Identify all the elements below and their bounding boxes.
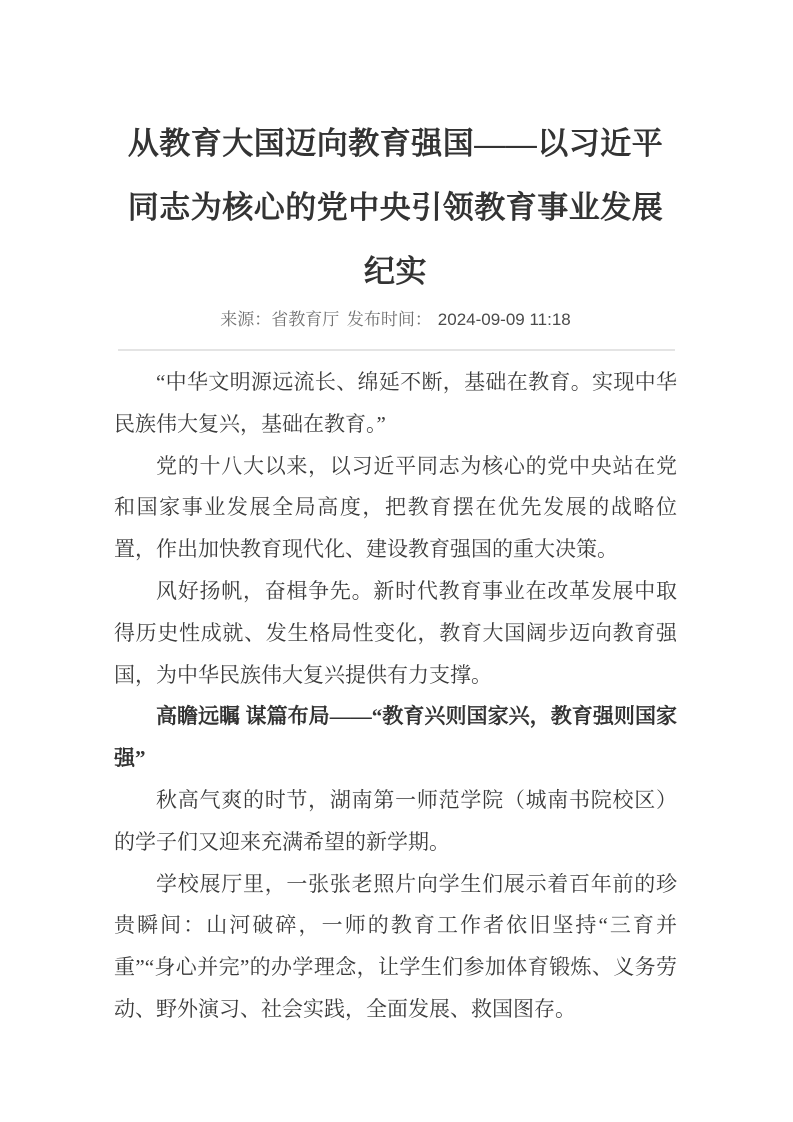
article-paragraph: 风好扬帆，奋楫争先。新时代教育事业在改革发展中取得历史性成就、发生格局性变化，教育大国阔步迈向教育强国，为中华民族伟大复兴提供有力支撑。	[114, 578, 677, 687]
publish-time-label: 发布时间：	[346, 310, 432, 329]
article-body	[114, 362, 677, 1031]
meta-divider	[118, 349, 675, 351]
article-paragraph: “中华文明源远流长、绵延不断，基础在教育。实现中华民族伟大复兴，基础在教育。”	[114, 370, 677, 436]
article-title: 从教育大国迈向教育强国——以习近平同志为核心的党中央引领教育事业发展纪实	[127, 126, 664, 289]
article-paragraph: 学校展厅里，一张张老照片向学生们展示着百年前的珍贵瞬间：山河破碎，一师的教育工作者依旧坚持“三育并重”“身心并完”的办学理念，让学生们参加体育锻炼、义务劳动、野外演习、社会实践，全面发展、救国图存。	[114, 871, 677, 1021]
section-heading: 高瞻远瞩 谋篇布局——“教育兴则国家兴，教育强则国家强”	[114, 704, 677, 771]
source-label: 来源：	[220, 310, 272, 329]
publish-time-value: 2024-09-09 11:18	[437, 310, 571, 329]
article-meta	[114, 309, 677, 331]
source-value: 省教育厅	[271, 310, 340, 329]
article-paragraph: 秋高气爽的时节，湖南第一师范学院（城南书院校区）的学子们又迎来充满希望的新学期。	[114, 787, 677, 854]
article-paragraph: 党的十八大以来，以习近平同志为核心的党中央站在党和国家事业发展全局高度，把教育摆在优先发展的战略位置，作出加快教育现代化、建设教育强国的重大决策。	[114, 453, 677, 562]
